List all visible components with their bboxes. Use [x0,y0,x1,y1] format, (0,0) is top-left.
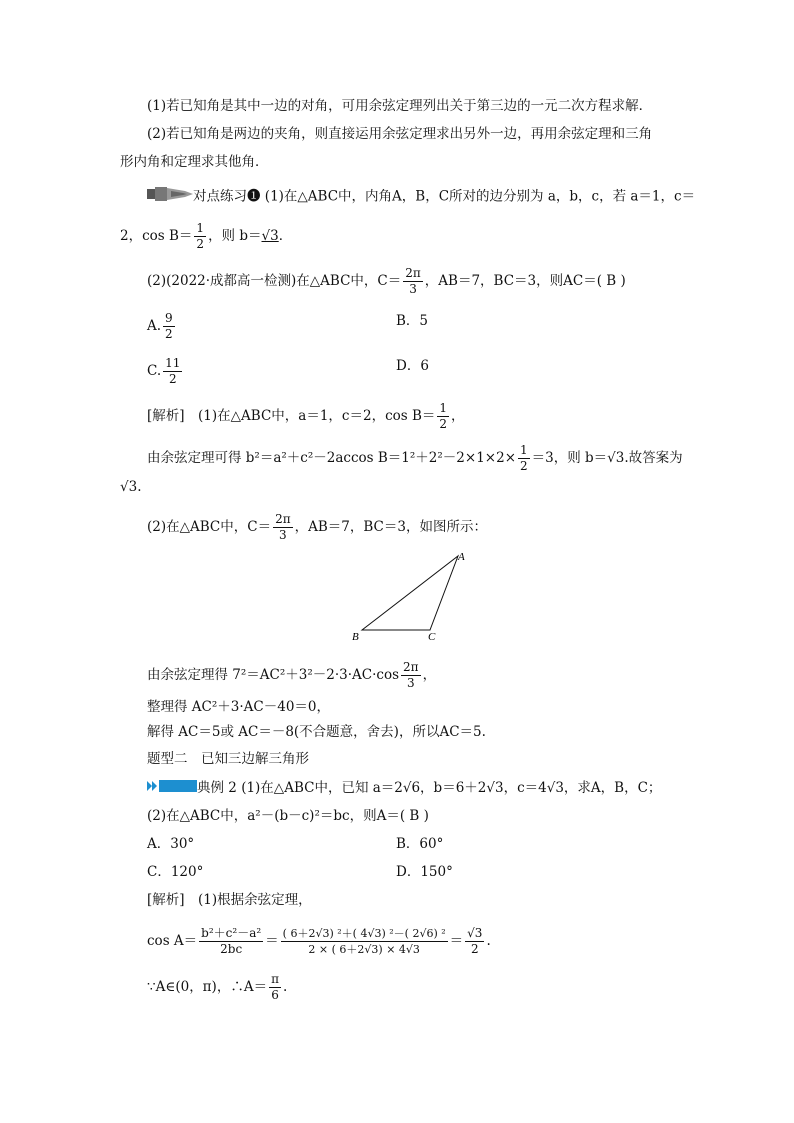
cos-a-formula [147,926,491,957]
fraction: $\frac{1}{2}$ [196,221,205,251]
option-c: C. $\frac{11}{2}$ [147,356,181,386]
solution-3: √3. [120,479,142,495]
example-2-line [147,778,661,799]
text: 由余弦定理得 7²＝AC²＋3²－2·3·AC·cos [147,667,400,683]
para-2a: (2)若已知角是两边的夹角，则直接运用余弦定理求出另外一边，再用余弦定理和三角 [147,126,653,142]
exercise-label: 对点练习 [193,188,247,205]
triangle-shape [362,556,458,630]
text: ， [451,408,465,424]
option2-a: A．30° [147,836,195,852]
text: ，AB＝7，BC＝3，如图所示： [294,519,487,535]
solution-6: 整理得 AC²＋3·AC－40＝0， [147,699,331,715]
fraction: $\frac{2\pi}{3}$ [405,266,421,296]
text: ∵A∈(0，π)，∴A＝ [147,979,268,995]
example-2-q1: (1)在△ABC中，已知 a＝2√6，b＝6＋2√3，c＝4√3，求A，B，C； [241,780,662,796]
fraction: $\frac{√3}{2}$ [467,926,483,956]
fraction: $\frac{\text{( 6＋2√3) ²＋( 4√3) ²－( 2√6) ²}}{2 \times ( 6+2√3) \times 4√3}$ [282,927,446,956]
vertex-a-label: A [458,551,465,563]
final-line [147,972,287,1003]
exercise-1-q1-cont [120,221,292,252]
answer-blank: √3 [261,228,279,244]
para-2b: 形内角和定理求其他角． [120,154,269,170]
fraction: $\frac{2\pi}{3}$ [275,512,291,542]
exercise-1-q2 [147,266,626,297]
text: (2)(2022·成都高一检测)在△ABC中，C＝ [147,273,402,289]
vertex-b-label: B [352,631,359,643]
text: 2，cos B＝ [120,228,193,244]
option-a: A. $\frac{9}{2}$ [147,311,173,341]
text: . [486,933,491,949]
text: ，AB＝7，BC＝3，则AC＝( B ) [424,273,626,289]
fraction: $\frac{1}{2}$ [439,401,448,431]
pen-badge-icon [147,185,193,209]
text: . [282,979,288,995]
text: cos A＝ [147,933,198,949]
text: ． [278,228,293,244]
solution-1 [147,401,465,432]
fraction: $\frac{\pi}{6}$ [271,972,279,1002]
option2-b: B．60° [396,836,444,852]
exercise-1-line [147,185,695,209]
fraction: $\frac{2\pi}{3}$ [403,660,419,690]
solution-2 [147,443,683,474]
para-1: (1)若已知角是其中一边的对角，可用余弦定理列出关于第三边的一元二次方程求解． [147,98,653,114]
text: ，则 b＝ [208,228,262,244]
exercise-number: ❶ [247,188,261,205]
text: ＝ [265,933,279,949]
section-heading-type2: 题型二 已知三边解三角形 [147,751,309,767]
vertex-c-label: C [428,631,436,643]
solution-4 [147,512,487,543]
arrow-badge-icon [147,779,197,799]
solution-8: [解析] (1)根据余弦定理， [147,892,312,908]
option-d: D．6 [396,358,429,374]
option2-d: D．150° [396,864,453,880]
fraction: $\frac{1}{2}$ [520,443,528,473]
text: 由余弦定理可得 b²＝a²＋c²－2accos B＝1²＋2²－2×1×2× [147,450,517,466]
text: [解析] (1)在△ABC中，a＝1，c＝2，cos B＝ [147,408,436,424]
example-label: 典例 2 [197,780,237,796]
option-b: B．5 [396,313,429,329]
option2-c: C．120° [147,864,204,880]
text: ＝ [449,933,464,949]
text: ＝3，则 b＝√3.故答案为 [531,450,683,466]
exercise-1-q1: (1)在△ABC中，内角A，B，C所对的边分别为 a，b，c，若 a＝1，c＝ [264,188,696,205]
example-2-q2: (2)在△ABC中，a²－(b－c)²＝bc，则A＝( B ) [147,808,429,824]
fraction: $\frac{\text{b²＋c²－a²}}{2bc}$ [201,926,262,956]
triangle-figure [340,548,480,644]
text: ， [422,667,437,683]
solution-5 [147,660,436,691]
solution-7: 解得 AC＝5或 AC＝－8(不合题意，舍去)，所以AC＝5. [147,724,486,740]
text: (2)在△ABC中，C＝ [147,519,272,535]
